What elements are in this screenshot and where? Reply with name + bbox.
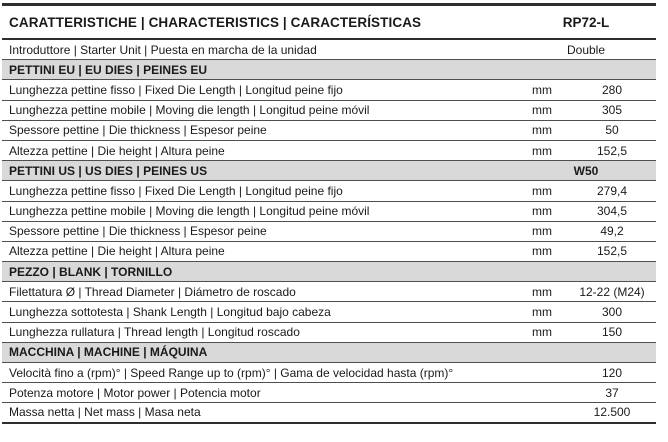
section-header-row xyxy=(2,60,656,80)
spec-value: 50 xyxy=(605,123,619,138)
section-title: PEZZO | BLANK | TORNILLO xyxy=(9,264,173,279)
spec-value: 300 xyxy=(601,305,623,320)
spec-unit: mm xyxy=(532,305,552,320)
spec-unit: mm xyxy=(532,123,552,138)
spec-row xyxy=(2,80,656,100)
spec-label: Lunghezza rullatura | Thread length | Longitud roscado xyxy=(9,325,300,340)
spec-row xyxy=(2,403,656,423)
spec-label: Lunghezza pettine mobile | Moving die length | Longitud peine móvil xyxy=(9,204,370,219)
spec-unit: mm xyxy=(532,143,552,158)
spec-value: 49,2 xyxy=(600,224,624,239)
spec-unit: mm xyxy=(532,82,552,97)
spec-row xyxy=(2,383,656,403)
spec-value: 279,4 xyxy=(596,183,628,198)
spec-label: Spessore pettine | Die thickness | Espesor peine xyxy=(9,123,267,138)
spec-value: 12.500 xyxy=(593,405,631,420)
section-title: MACCHINA | MACHINE | MÁQUINA xyxy=(9,345,208,360)
table-header-row xyxy=(2,6,656,40)
spec-value: 152,5 xyxy=(596,244,628,259)
spec-row xyxy=(2,181,656,201)
spec-value: 305 xyxy=(601,103,623,118)
spec-value: W50 xyxy=(573,163,599,178)
spec-value: 304,5 xyxy=(596,204,628,219)
spec-row xyxy=(2,40,656,60)
spec-value: 37 xyxy=(605,385,619,400)
spec-label: Introduttore | Starter Unit | Puesta en marcha de la unidad xyxy=(9,42,317,57)
spec-row xyxy=(2,282,656,302)
spec-unit: mm xyxy=(532,244,552,259)
spec-unit: mm xyxy=(532,204,552,219)
spec-row xyxy=(2,323,656,343)
spec-row xyxy=(2,363,656,383)
section-title: PETTINI EU | EU DIES | PEINES EU xyxy=(9,62,208,77)
spec-label: Massa netta | Net mass | Masa neta xyxy=(9,405,201,420)
spec-row xyxy=(2,222,656,242)
table-title: CARATTERISTICHE | CHARACTERISTICS | CARACTERÍSTICAS xyxy=(9,14,422,30)
spec-row xyxy=(2,121,656,141)
spec-unit: mm xyxy=(532,284,552,299)
section-header-row xyxy=(2,262,656,282)
section-header-row xyxy=(2,343,656,363)
spec-label: Lunghezza pettine fisso | Fixed Die Length | Longitud peine fijo xyxy=(9,82,343,97)
spec-value: 150 xyxy=(601,325,623,340)
spec-label: Potenza motore | Motor power | Potencia motor xyxy=(9,385,261,400)
spec-unit: mm xyxy=(532,103,552,118)
spec-label: Filettatura Ø | Thread Diameter | Diámetro de roscado xyxy=(9,284,296,299)
spec-row xyxy=(2,141,656,161)
spec-unit: mm xyxy=(532,325,552,340)
spec-value: 152,5 xyxy=(596,143,628,158)
spec-label: Spessore pettine | Die thickness | Espesor peine xyxy=(9,224,267,239)
specification-table xyxy=(2,3,656,424)
model-code: RP72-L xyxy=(562,14,610,30)
spec-label: Lunghezza pettine fisso | Fixed Die Length | Longitud peine fijo xyxy=(9,183,343,198)
spec-label: Altezza pettine | Die height | Altura peine xyxy=(9,143,225,158)
spec-value: 120 xyxy=(601,365,623,380)
spec-value: 280 xyxy=(601,82,623,97)
section-title: PETTINI US | US DIES | PEINES US xyxy=(9,163,208,178)
spec-value: 12-22 (M24) xyxy=(579,284,645,299)
table-body xyxy=(2,40,656,424)
spec-row xyxy=(2,202,656,222)
spec-label: Velocità fino a (rpm)° | Speed Range up to (rpm)° | Gama de velocidad hasta (rpm)° xyxy=(9,365,454,380)
spec-unit: mm xyxy=(532,183,552,198)
spec-row xyxy=(2,242,656,262)
spec-label: Lunghezza pettine mobile | Moving die length | Longitud peine móvil xyxy=(9,103,370,118)
spec-row xyxy=(2,302,656,322)
spec-value: Double xyxy=(566,42,606,57)
spec-unit: mm xyxy=(532,224,552,239)
section-header-row xyxy=(2,161,656,181)
spec-label: Altezza pettine | Die height | Altura peine xyxy=(9,244,225,259)
spec-label: Lunghezza sottotesta | Shank Length | Longitud bajo cabeza xyxy=(9,305,331,320)
spec-row xyxy=(2,101,656,121)
